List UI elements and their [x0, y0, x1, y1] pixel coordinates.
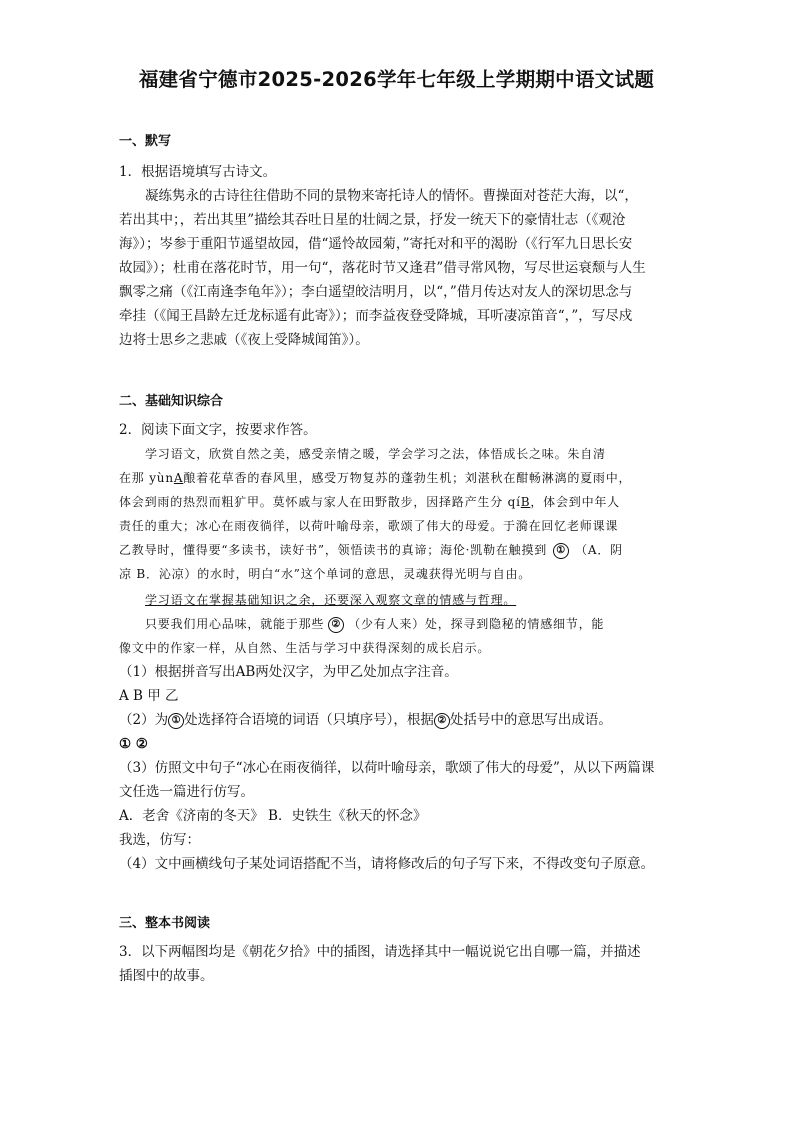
blank-1	[547, 543, 575, 557]
passage-line	[119, 492, 620, 512]
q1-text-line: 若出其中；，若出其里”描绘其吞吐日星的壮阔之景，抒发一统天下的豪情壮志（《观沧	[119, 212, 626, 228]
answer-prompt: 我选，仿写：	[119, 832, 200, 848]
passage-segment: 乙教导时，懂得要“多读书，读好书”，领悟读书的真谛；海伦·凯勒在触摸到	[119, 543, 548, 557]
blank-a: A	[173, 471, 184, 485]
circled-number-1: ①	[553, 543, 569, 559]
q1-text-line: 牵挂（《闻王昌龄左迁龙标遥有此寄》）；而李益夜登受降城，耳听凄凉笛音“，”，写尽戍	[119, 308, 633, 324]
passage-line	[119, 468, 631, 488]
passage-segment: 体会到雨的热烈而粗犷甲。莫怀戚与家人在田野散步，因择路产生分 qí	[119, 495, 521, 509]
question-3-stem: 3．以下两幅图均是《朝花夕拾》中的插图，请选择其中一幅说说它出自哪一篇，并描述	[119, 944, 641, 960]
subquestion-4: （4）文中画横线句子某处词语搭配不当，请将修改后的句子写下来，不得改变句子原意。	[119, 856, 655, 872]
answer-labels-1: A B 甲 乙	[119, 688, 179, 704]
circled-number-2: ②	[328, 617, 344, 633]
page-title: 福建省宁德市2025-2026学年七年级上学期期中语文试题	[138, 68, 655, 91]
q1-text-line: 飘零之痛（《江南逢李龟年》）；李白遥望皎洁明月，以“，”借月传达对友人的深切思念与	[119, 284, 633, 300]
passage-line	[145, 614, 604, 634]
circled-number-1: ①	[168, 713, 184, 729]
subquestion-3-cont: 文任选一篇进行仿写。	[119, 784, 254, 800]
blank-b: B	[520, 495, 531, 509]
subquestion-2	[119, 710, 612, 730]
question-3-cont: 插图中的故事。	[119, 968, 214, 984]
passage-line	[119, 540, 623, 560]
subquestion-1: （1）根据拼音写出AB两处汉字，为甲乙处加点字注音。	[119, 664, 458, 680]
passage-line: 凉 B．沁凉）的水时，明白“水”这个单词的意思，灵魂获得光明与自由。	[119, 567, 532, 581]
question-2-stem: 2．阅读下面文字，按要求作答。	[119, 422, 317, 438]
passage-segment: 酿着花草香的春风里，感受万物复苏的蓬勃生机；刘湛秋在酣畅淋漓的夏雨中，	[183, 471, 632, 485]
section-heading-1: 一、默写	[119, 134, 172, 149]
q1-text-line: 凝练隽永的古诗往往借助不同的景物来寄托诗人的情怀。曹操面对苍茫大海，以“，	[145, 188, 638, 204]
passage-line: 学习语文，欣赏自然之美，感受亲情之暖，学会学习之法，体悟成长之味。朱自清	[145, 447, 606, 461]
option-list: A．老舍《济南的冬天》 B．史铁生《秋天的怀念》	[119, 808, 427, 824]
q1-text-line: 海》）；岑参于重阳节遥望故园，借“遥怜故园菊，”寄托对和平的渴盼（《行军九日思长安	[119, 236, 633, 252]
passage-line: 责任的重大；冰心在雨夜徜徉，以荷叶喻母亲，歌颂了伟大的母爱。于漪在回忆老师课课	[119, 519, 619, 533]
section-heading-2: 二、基础知识综合	[119, 394, 224, 409]
circled-number-2: ②	[434, 713, 450, 729]
blank-2	[324, 617, 348, 631]
passage-segment: 只要我们用心品味，就能于那些	[145, 617, 325, 631]
passage-segment: ，体会到中年人	[530, 495, 620, 509]
question-1-stem: 1．根据语境填写古诗文。	[119, 164, 277, 180]
q1-text-line: 故园》）；杜甫在落花时节，用一句“，落花时节又逢君”借寻常风物，写尽世运衰颓与人生	[119, 260, 646, 276]
subquestion-segment: 处选择符合语境的词语（只填序号），根据	[184, 712, 434, 728]
subquestion-segment: 处括号中的意思写出成语。	[449, 712, 612, 728]
section-heading-3: 三、整本书阅读	[119, 916, 211, 931]
underlined-sentence: 学习语文在掌握基础知识之余，还要深入观察文章的情感与哲理。	[145, 593, 517, 607]
passage-line: 像文中的作家一样，从自然、生活与学习中获得深刻的成长启示。	[119, 641, 491, 655]
passage-segment: （少有人来）处，探寻到隐秘的情感细节，能	[348, 617, 605, 631]
q1-text-line: 边将士思乡之悲戚（《夜上受降城闻笛》）。	[119, 332, 369, 348]
subquestion-3: （3）仿照文中句子“冰心在雨夜徜徉，以荷叶喻母亲，歌颂了伟大的母爱”，从以下两篇课	[119, 760, 655, 776]
subquestion-segment: （2）为	[119, 712, 169, 728]
pinyin-yun: 在那 yùn	[119, 471, 174, 485]
passage-segment: （A．阴	[575, 543, 623, 557]
answer-labels-2: ① ②	[119, 736, 148, 752]
